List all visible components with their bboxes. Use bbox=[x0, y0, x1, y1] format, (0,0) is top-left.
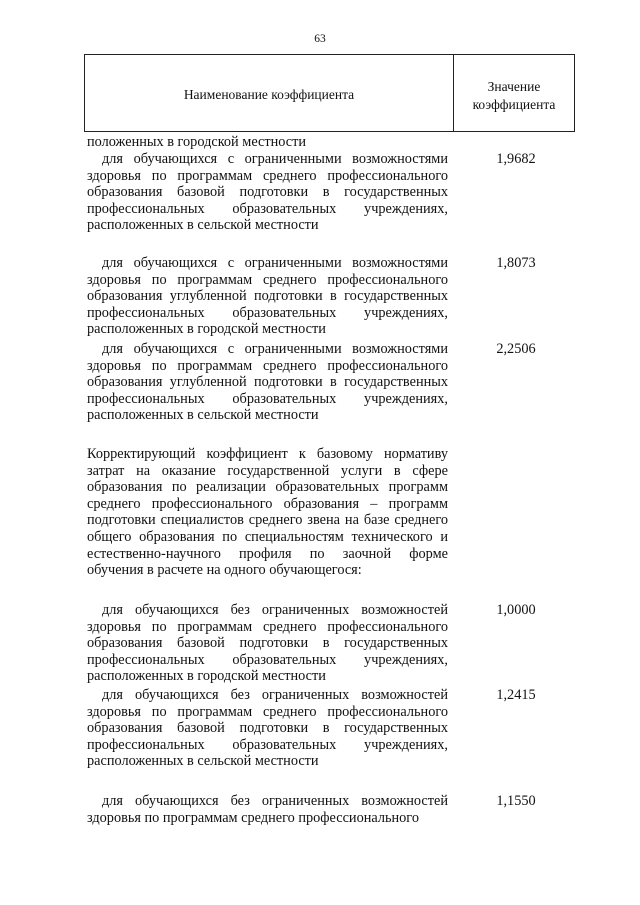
coefficient-row-value: 1,1550 bbox=[496, 793, 536, 809]
continuation-text: положенных в городской местности bbox=[87, 134, 307, 150]
coefficient-row-text: для обучающихся без ограниченных возможностей здоровья по программам среднего профессионального образования базовой подготовки в государственных профессиональных образовательных учреждениях, расположенных в городской местности bbox=[87, 602, 448, 685]
coefficient-row-value: 1,2415 bbox=[496, 687, 536, 703]
coefficient-row-value: 1,0000 bbox=[496, 602, 536, 618]
coefficient-row-text: для обучающихся без ограниченных возможностей здоровья по программам среднего профессионального bbox=[87, 793, 448, 826]
section-heading: Корректирующий коэффициент к базовому нормативу затрат на оказание государственной услуги в сфере образования по реализации образовательных программ среднего профессионального образования – программ подготовки специалистов среднего звена на базе среднего общего образования по специальностям технического и естественно-научного профиля по заочной форме обучения в расчете на одного обучающегося: bbox=[87, 446, 448, 579]
value-header-line-1: Значение bbox=[487, 79, 541, 94]
coefficient-row-value: 1,9682 bbox=[496, 151, 536, 167]
coefficient-name-header: Наименование коэффициента bbox=[183, 87, 355, 102]
coefficient-row-text: для обучающихся с ограниченными возможностями здоровья по программам среднего профессионального образования базовой подготовки в государственных профессиональных образовательных учреждениях, расположенных в сельской местности bbox=[87, 151, 448, 234]
value-header-line-2: коэффициента bbox=[472, 96, 556, 112]
coefficient-value-header bbox=[454, 78, 574, 113]
table-header bbox=[84, 54, 575, 132]
coefficient-row-text: для обучающихся без ограниченных возможностей здоровья по программам среднего профессионального образования базовой подготовки в государственных профессиональных образовательных учреждениях, расположенных в сельской местности bbox=[87, 687, 448, 770]
coefficient-row-text: для обучающихся с ограниченными возможностями здоровья по программам среднего профессионального образования углубленной подготовки в государственных профессиональных образовательных учреждениях, расположенных в сельской местности bbox=[87, 341, 448, 424]
page-number: 63 bbox=[314, 33, 326, 45]
coefficient-row-value: 1,8073 bbox=[496, 255, 536, 271]
coefficient-row-text: для обучающихся с ограниченными возможностями здоровья по программам среднего профессионального образования углубленной подготовки в государственных профессиональных образовательных учреждениях, расположенных в городской местности bbox=[87, 255, 448, 338]
coefficient-row-value: 2,2506 bbox=[496, 341, 536, 357]
